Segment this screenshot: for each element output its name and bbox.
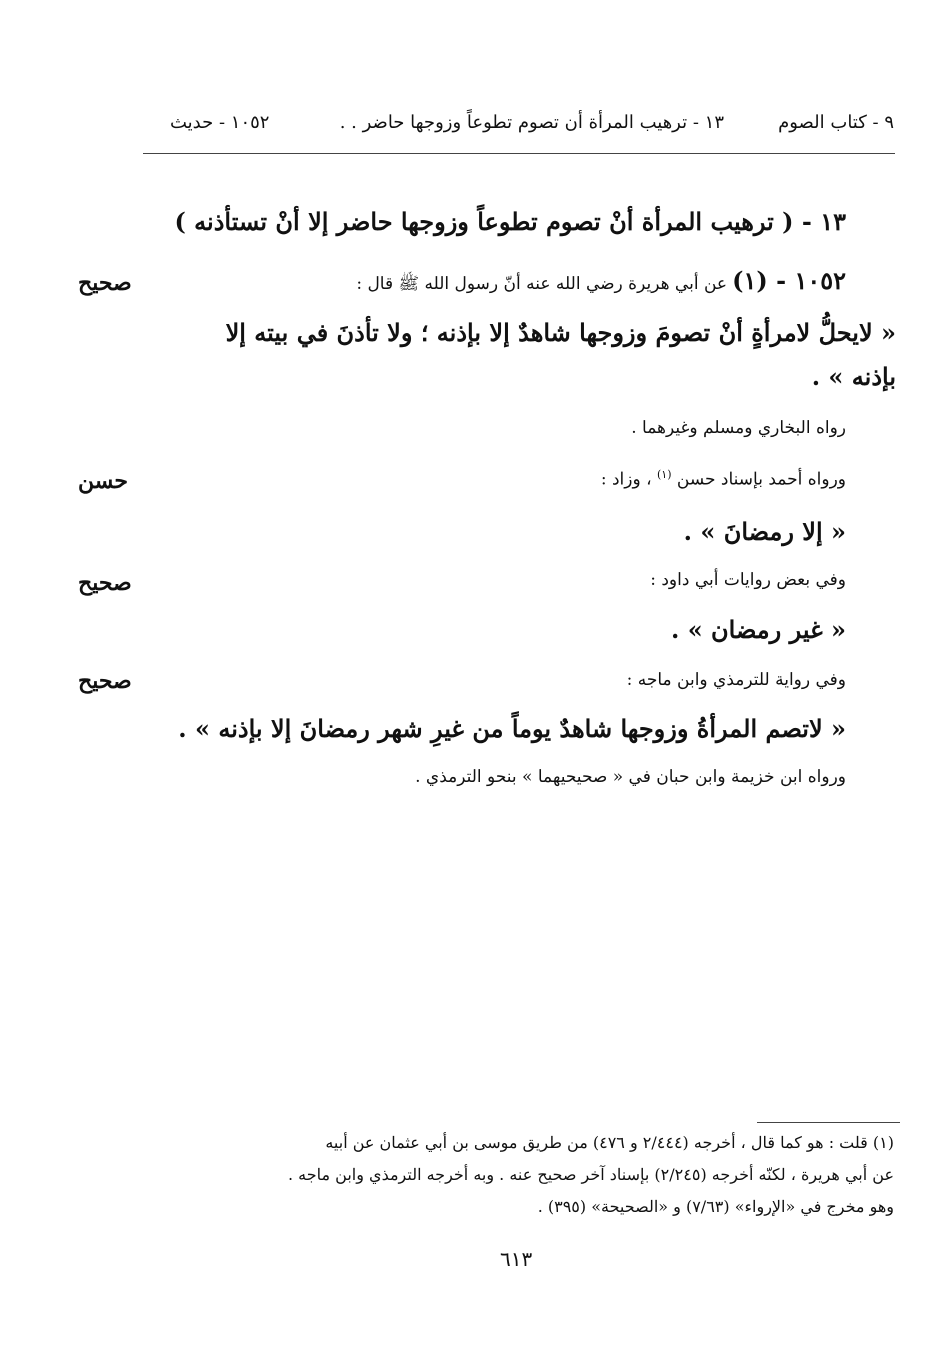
footnote-ref: (١) xyxy=(656,468,672,481)
grade-sahih-1: صحيح xyxy=(78,270,132,296)
chapter-title: ١٣ - ( ترهيب المرأة أنْ تصوم تطوعاً وزوجها حاضر إلا أنْ تستأذنه ) xyxy=(174,207,846,236)
page-number: ٦١٣ xyxy=(500,1247,533,1271)
narration-abudawud-text: « غير رمضان » . xyxy=(670,615,846,644)
footnote-rule xyxy=(757,1122,900,1123)
grade-sahih-3: صحيح xyxy=(78,668,132,694)
running-header-chapter: ١٣ - ترهيب المرأة أن تصوم تطوعاً وزوجها حاضر . . xyxy=(339,112,724,133)
header-rule xyxy=(143,153,895,154)
footnote-line2: عن أبي هريرة ، لكنّه أخرجه (٢/٢٤٥) بإسناد آخر صحيح عنه . وبه أخرجه الترمذي وابن ماجه . xyxy=(287,1165,894,1184)
narration-ahmad-addition: « إلا رمضانَ » . xyxy=(683,517,846,546)
grade-hasan: حسن xyxy=(78,468,128,494)
narration-abudawud: وفي بعض روايات أبي داود : xyxy=(650,570,846,590)
hadith-header xyxy=(356,266,846,298)
narration-bukhari: رواه البخاري ومسلم وغيرهما . xyxy=(631,418,846,438)
narration-tirmidhi-text: « لاتصم المرأةُ وزوجها شاهدٌ يوماً من غيرِ شهر رمضانَ إلا بإذنه » . xyxy=(178,714,846,743)
running-header-book: ٩ - كتاب الصوم xyxy=(778,112,894,133)
grade-sahih-2: صحيح xyxy=(78,570,132,596)
hadith-text-line2: بإذنه » . xyxy=(811,362,896,391)
hadith-text-line1: « لايحلُّ لامرأةٍ أنْ تصومَ وزوجها شاهدٌ إلا بإذنه ؛ ولا تأذنَ في بيته إلا xyxy=(225,318,896,347)
narration-ahmad-text: ورواه أحمد بإسناد حسن xyxy=(676,469,846,490)
hadith-intro: عن أبي هريرة رضي الله عنه أنّ رسول الله ﷺ قال : xyxy=(356,274,728,294)
narration-ahmad xyxy=(601,468,846,490)
running-header-hadith-number: ١٠٥٢ - حديث xyxy=(170,112,270,133)
hadith-number: ١٠٥٢ - (١) xyxy=(732,266,846,295)
footnote-line1: (١) قلت : هو كما قال ، أخرجه (٢/٤٤٤ و ٤٧٦) من طريق موسى بن أبي عثمان عن أبيه xyxy=(325,1133,894,1152)
narration-khuzaymah: ورواه ابن خزيمة وابن حبان في « صحيحيهما » بنحو الترمذي . xyxy=(415,767,846,787)
narration-ahmad-after: ، وزاد : xyxy=(600,469,652,490)
footnote-line3: وهو مخرج في «الإرواء» (٧/٦٣) و «الصحيحة» (٣٩٥) . xyxy=(537,1197,894,1216)
narration-tirmidhi: وفي رواية للترمذي وابن ماجه : xyxy=(626,670,846,690)
